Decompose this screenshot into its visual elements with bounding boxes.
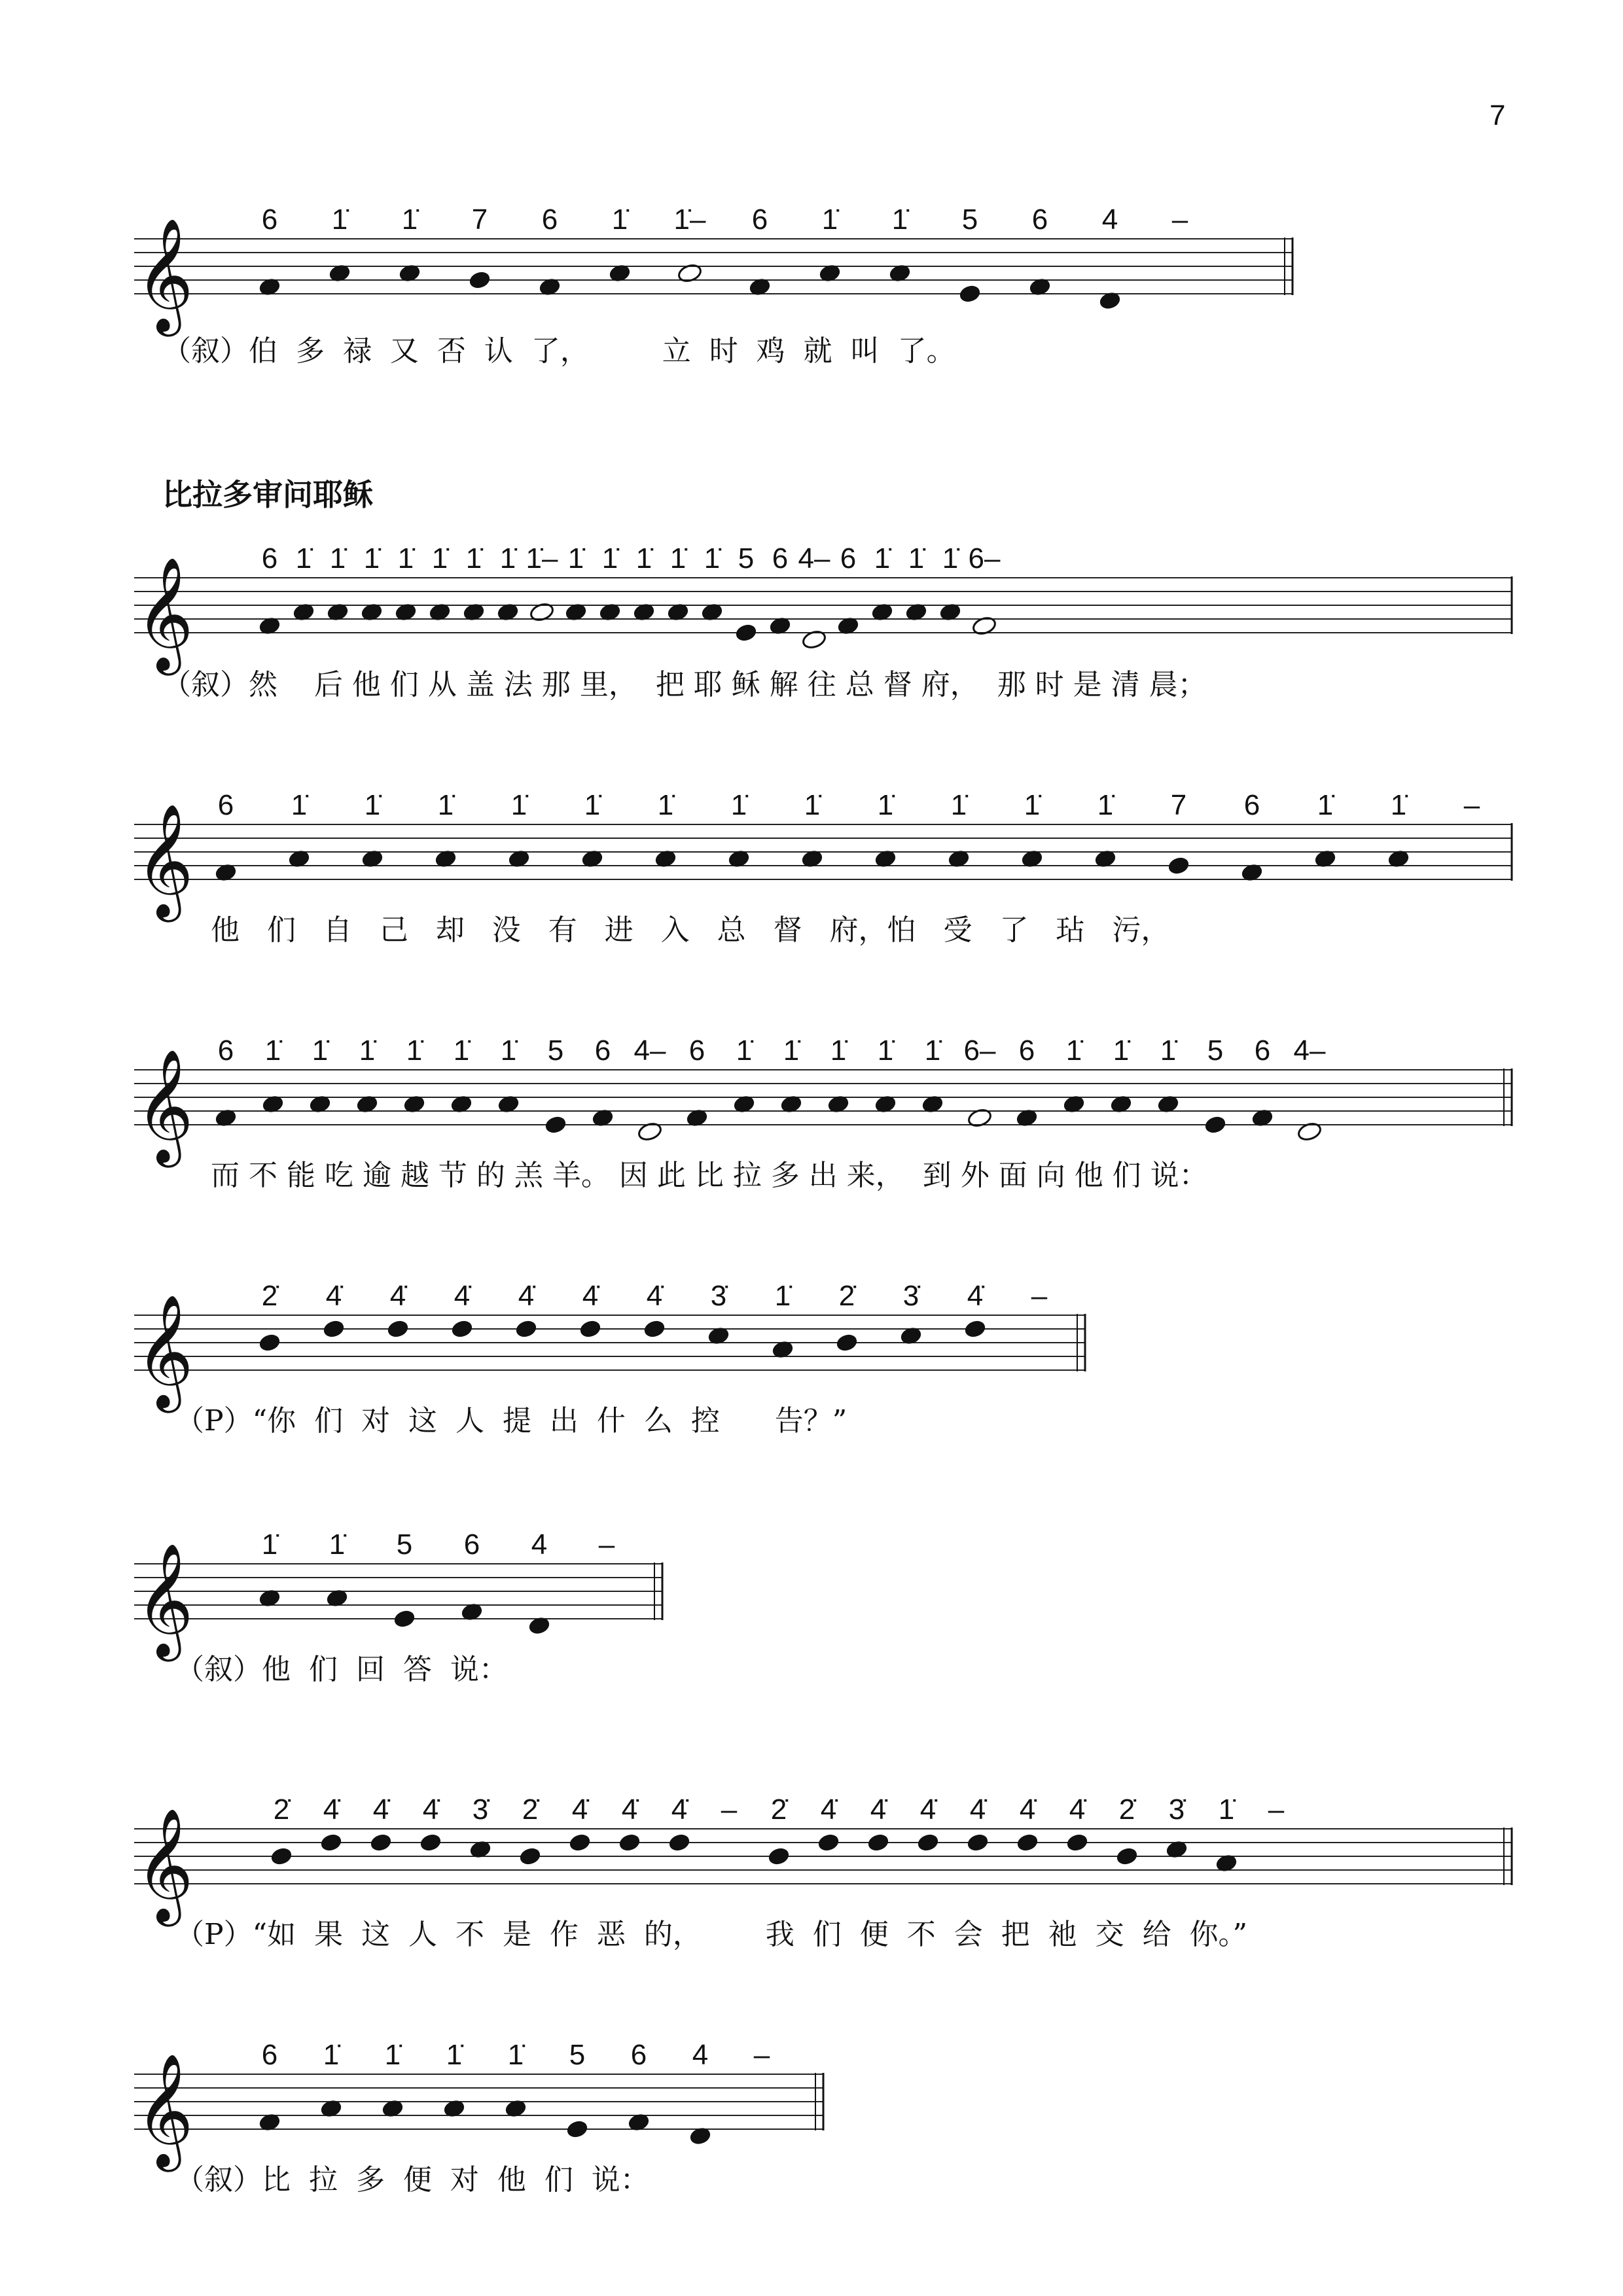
jianpu-number: 4	[531, 1528, 548, 1561]
jianpu-number: 1̇	[406, 1034, 423, 1067]
jianpu-number: –	[1463, 789, 1480, 821]
jianpu-number: 6	[840, 542, 857, 574]
notehead	[544, 1116, 566, 1134]
jianpu-number: 5	[961, 203, 978, 236]
jianpu-number: 6	[751, 203, 768, 236]
jianpu-number: 6	[1031, 203, 1048, 236]
jianpu-number: –	[1031, 1280, 1048, 1312]
notehead	[618, 1833, 640, 1852]
jianpu-number: 2̇	[770, 1793, 787, 1826]
notehead	[768, 1847, 789, 1865]
treble-clef-icon: 𝄞	[135, 804, 194, 917]
jianpu-number: 1̇	[774, 1280, 791, 1312]
notehead	[519, 1847, 541, 1865]
lyrics-line: （叙）然 后 他 们 从 盖 法 那 里， 把 耶 稣 解 往 总 督 府， 那 时 是 清 晨；	[162, 668, 1207, 701]
jianpu-number: 1̇	[359, 1034, 376, 1067]
notehead	[323, 1320, 344, 1338]
jianpu-number: 1̇	[567, 542, 584, 574]
notehead	[867, 1833, 889, 1852]
jianpu-number: 1̇	[437, 789, 454, 821]
notehead	[579, 1320, 601, 1338]
jianpu-number: 1̇	[499, 542, 516, 574]
notehead	[643, 1320, 665, 1338]
jianpu-number: 4̇	[870, 1793, 887, 1826]
jianpu-number: 4	[692, 2039, 709, 2071]
jianpu-number: 4̇	[671, 1793, 688, 1826]
jianpu-number: 4	[1101, 203, 1118, 236]
jianpu-number: –	[598, 1528, 615, 1561]
notehead	[419, 1833, 441, 1852]
section-title: 比拉多审问耶稣	[162, 477, 373, 512]
jianpu-number: 1̇	[657, 789, 674, 821]
jianpu-number: 1̇	[363, 542, 380, 574]
jianpu-number: 2̇	[1118, 1793, 1135, 1826]
jianpu-number: 3̇	[902, 1280, 919, 1312]
jianpu-number: 1̇	[384, 2039, 401, 2071]
jianpu-number: 7	[1170, 789, 1187, 821]
notehead	[668, 1833, 690, 1852]
jianpu-number: 4̇	[1019, 1793, 1036, 1826]
jianpu-number: 1̇	[730, 789, 747, 821]
jianpu-number: 4̇	[389, 1280, 406, 1312]
jianpu-number: 6	[217, 1034, 234, 1067]
jianpu-number: 1̇	[312, 1034, 329, 1067]
jianpu-number: 4̇	[372, 1793, 389, 1826]
jianpu-number: 2̇	[838, 1280, 855, 1312]
treble-clef-icon: 𝄞	[135, 2053, 194, 2167]
jianpu-number: 1̇	[453, 1034, 470, 1067]
jianpu-number: 6	[261, 203, 278, 236]
jianpu-number: 6	[630, 2039, 647, 2071]
jianpu-number: 1̇–	[673, 203, 706, 236]
jianpu-number: 1̇	[891, 203, 908, 236]
jianpu-number: 6	[261, 2039, 278, 2071]
jianpu-number: 5	[569, 2039, 586, 2071]
jianpu-number: 2̇	[273, 1793, 290, 1826]
jianpu-number: 6	[772, 542, 789, 574]
jianpu-number: 6	[1243, 789, 1260, 821]
notehead	[451, 1320, 473, 1338]
notehead	[270, 1847, 292, 1865]
jianpu-number: 1̇	[783, 1034, 800, 1067]
jianpu-number: 1̇	[804, 789, 821, 821]
notehead	[1066, 1833, 1088, 1852]
jianpu-number: 2̇	[522, 1793, 539, 1826]
jianpu-number: 1̇	[331, 203, 348, 236]
treble-clef-icon: 𝄞	[135, 218, 194, 332]
jianpu-number: –	[1268, 1793, 1285, 1826]
notehead	[1116, 1847, 1137, 1865]
jianpu-number: 4–	[1293, 1034, 1326, 1067]
jianpu-number: –	[721, 1793, 738, 1826]
notehead	[569, 1833, 590, 1852]
jianpu-number: 6	[1018, 1034, 1035, 1067]
jianpu-number: 1̇	[261, 1528, 278, 1561]
jianpu-number: 1̇	[465, 542, 482, 574]
jianpu-number: 1̇	[821, 203, 838, 236]
jianpu-number: 1̇	[877, 1034, 894, 1067]
jianpu-number: 1̇	[1024, 789, 1041, 821]
jianpu-number: 5	[1207, 1034, 1224, 1067]
jianpu-number: 1̇	[635, 542, 652, 574]
jianpu-number: 1̇	[507, 2039, 524, 2071]
notehead	[387, 1320, 408, 1338]
treble-clef-icon: 𝄞	[135, 1294, 194, 1408]
notehead	[817, 1833, 839, 1852]
jianpu-number: 6	[1254, 1034, 1271, 1067]
jianpu-number: 1̇	[584, 789, 601, 821]
jianpu-number: 4–	[633, 1034, 666, 1067]
jianpu-number: 3̇	[1168, 1793, 1185, 1826]
notehead	[1168, 857, 1189, 875]
jianpu-number: 1̇	[942, 542, 959, 574]
jianpu-number: 1̇	[601, 542, 618, 574]
jianpu-number: 1̇	[510, 789, 527, 821]
notehead	[967, 1833, 988, 1852]
jianpu-number: 1̇	[950, 789, 967, 821]
jianpu-number: 6–	[963, 1034, 996, 1067]
notehead	[259, 1333, 280, 1352]
jianpu-number: 1̇	[329, 542, 346, 574]
jianpu-number: 1̇	[500, 1034, 517, 1067]
jianpu-number: 4̇	[919, 1793, 936, 1826]
jianpu-number: 4̇	[646, 1280, 663, 1312]
jianpu-number: 4̇	[621, 1793, 638, 1826]
jianpu-number: 3̇	[472, 1793, 489, 1826]
jianpu-number: 1̇	[1317, 789, 1334, 821]
jianpu-number: 1̇	[669, 542, 687, 574]
jianpu-number: 1̇	[446, 2039, 463, 2071]
jianpu-number: 7	[471, 203, 488, 236]
lyrics-line: （叙）比 拉 多 便 对 他 们 说：	[175, 2163, 649, 2197]
treble-clef-icon: 𝄞	[135, 1543, 194, 1657]
jianpu-number: 1̇	[1390, 789, 1407, 821]
jianpu-number: 4̇	[571, 1793, 588, 1826]
notehead	[836, 1333, 857, 1352]
jianpu-number: 5	[738, 542, 755, 574]
jianpu-number: 1̇	[295, 542, 312, 574]
jianpu-number: 4̇	[422, 1793, 439, 1826]
notehead	[469, 271, 490, 289]
jianpu-number: 4̇	[582, 1280, 599, 1312]
jianpu-number: 6	[463, 1528, 480, 1561]
lyrics-line: （P）“你 们 对 这 人 提 出 什 么 控 告？”	[175, 1404, 847, 1438]
notehead	[393, 1610, 415, 1628]
jianpu-number: 5	[396, 1528, 413, 1561]
jianpu-number: 1̇	[877, 789, 894, 821]
jianpu-number: 4̇	[1069, 1793, 1086, 1826]
jianpu-number: 1̇	[364, 789, 381, 821]
jianpu-number: 1̇	[830, 1034, 847, 1067]
jianpu-number: 1̇	[611, 203, 628, 236]
jianpu-number: 1̇	[1113, 1034, 1130, 1067]
jianpu-number: 1̇	[329, 1528, 346, 1561]
jianpu-number: 4̇	[325, 1280, 342, 1312]
jianpu-number: 1̇–	[526, 542, 558, 574]
lyrics-line: 他 们 自 己 却 没 有 进 入 总 督 府，怕 受 了 玷 污，	[211, 913, 1170, 947]
notehead	[917, 1833, 938, 1852]
jianpu-number: 1̇	[291, 789, 308, 821]
jianpu-number: 1̇	[874, 542, 891, 574]
jianpu-number: 6	[541, 203, 558, 236]
jianpu-number: 1̇	[1065, 1034, 1082, 1067]
jianpu-number: 4–	[798, 542, 830, 574]
jianpu-number: 6	[594, 1034, 611, 1067]
jianpu-number: 6	[688, 1034, 705, 1067]
jianpu-number: 1̇	[1097, 789, 1114, 821]
treble-clef-icon: 𝄞	[135, 1049, 194, 1163]
jianpu-number: 4̇	[820, 1793, 837, 1826]
jianpu-number: 4̇	[323, 1793, 340, 1826]
notehead	[370, 1833, 391, 1852]
notehead	[964, 1320, 986, 1338]
lyrics-line: （叙）他 们 回 答 说：	[175, 1653, 508, 1686]
notehead	[735, 624, 757, 642]
jianpu-number: 1̇	[908, 542, 925, 574]
jianpu-number: 6	[261, 542, 278, 574]
notehead	[515, 1320, 537, 1338]
notehead	[320, 1833, 342, 1852]
jianpu-number: 2̇	[261, 1280, 278, 1312]
jianpu-number: 6	[217, 789, 234, 821]
jianpu-number: 1̇	[264, 1034, 281, 1067]
jianpu-number: 4̇	[969, 1793, 986, 1826]
jianpu-number: 1̇	[704, 542, 721, 574]
jianpu-number: 4̇	[967, 1280, 984, 1312]
jianpu-number: –	[753, 2039, 770, 2071]
jianpu-number: 1̇	[1218, 1793, 1235, 1826]
jianpu-number: 4̇	[454, 1280, 471, 1312]
treble-clef-icon: 𝄞	[135, 1808, 194, 1922]
jianpu-number: 1̇	[736, 1034, 753, 1067]
notehead	[959, 285, 980, 303]
jianpu-number: 1̇	[1160, 1034, 1177, 1067]
lyrics-line: 而 不 能 吃 逾 越 节 的 羔 羊。 因 此 比 拉 多 出 来， 到 外 面 向 他 们 说：	[211, 1159, 1208, 1192]
notehead	[1016, 1833, 1038, 1852]
notehead	[566, 2120, 588, 2138]
jianpu-number: 3̇	[710, 1280, 727, 1312]
lyrics-line: （P）“如 果 这 人 不 是 作 恶 的， 我 们 便 不 会 把 祂 交 给 你。”	[175, 1918, 1248, 1951]
jianpu-number: 1̇	[924, 1034, 941, 1067]
notehead	[1204, 1116, 1226, 1134]
page-number: 7	[1489, 99, 1506, 132]
treble-clef-icon: 𝄞	[135, 557, 194, 671]
jianpu-number: 1̇	[397, 542, 414, 574]
jianpu-number: 5	[547, 1034, 564, 1067]
jianpu-number: 4̇	[518, 1280, 535, 1312]
jianpu-number: 6–	[968, 542, 1001, 574]
jianpu-number: 1̇	[401, 203, 418, 236]
lyrics-line: （叙）伯 多 禄 又 否 认 了， 立 时 鸡 就 叫 了。	[162, 334, 955, 368]
jianpu-number: 1̇	[431, 542, 448, 574]
jianpu-number: –	[1171, 203, 1188, 236]
jianpu-number: 1̇	[323, 2039, 340, 2071]
